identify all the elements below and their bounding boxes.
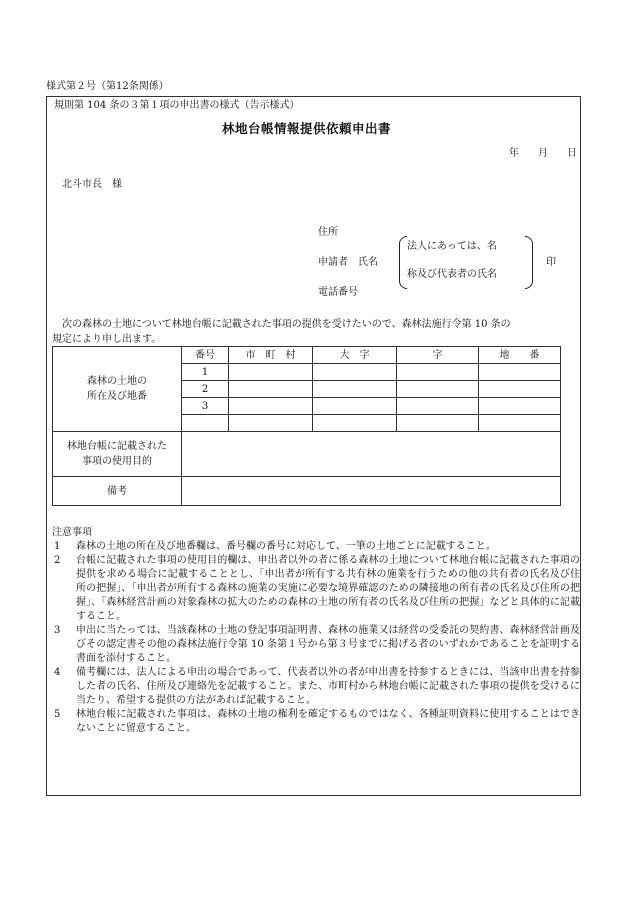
cell-oaza[interactable]	[313, 364, 397, 381]
cell-aza[interactable]	[397, 364, 479, 381]
cell-lot-number[interactable]	[479, 364, 561, 381]
corporation-note-line2: 称及び代表者の氏名	[407, 269, 497, 280]
location-header-line1: 森林の土地の	[87, 376, 147, 387]
left-bracket	[399, 236, 407, 289]
row-number	[182, 415, 229, 432]
note-text: 台帳に記載された事項の使用目的欄は、申出者以外の者に係る森林の土地について林地台帳に記載された事項の提供を求める場合に記載することとし、「申出者が所有する共有林の施業を行うための他の共有者の氏名及び住所の把握」、「申出者が所有する森林の施業の実施に必要な境界確認のための隣接地の所有者の氏名及び住所の把握」、「森林経営計画の対象森林の拡大のための森林の土地の所有者の氏名及び住所の把握」などと具体的に記載すること。	[76, 555, 580, 622]
col-header-aza: 字	[397, 347, 479, 364]
cell-municipality[interactable]	[229, 398, 313, 415]
purpose-label-line1: 林地台帳に記載された	[67, 441, 167, 452]
remarks-input-cell[interactable]	[182, 477, 561, 506]
land-table	[52, 346, 561, 506]
date-year: 年	[509, 148, 519, 159]
corporation-note-line1: 法人にあっては、名	[407, 241, 497, 252]
col-header-lot-number: 地 番	[479, 347, 561, 364]
note-number: 3	[54, 625, 61, 636]
note-text: 林地台帳に記載された事項は、森林の土地の権利を確定するものではなく、各種証明資料に使用することはできないことに留意すること。	[76, 709, 580, 734]
cell-oaza[interactable]	[313, 381, 397, 398]
date-day: 日	[567, 148, 577, 159]
col-header-municipality: 市 町 村	[229, 347, 313, 364]
col-header-oaza: 大 字	[313, 347, 397, 364]
col-header-number: 番号	[182, 347, 229, 364]
rule-label: 規則第 104 条の３第１項の申出書の様式（告示様式）	[54, 100, 300, 111]
note-text: 申出に当たっては、当該森林の土地の登記事項証明書、森林の施業又は経営の受委託の契約書、森林経営計画及びその認定書その他の森林法施行令第 10 条第１号から第３号までに掲げる者のいずれかであることを証明する書面を添付すること。	[76, 625, 580, 664]
note-number: 1	[54, 541, 61, 552]
address-label: 住所	[318, 227, 338, 238]
note-text: 森林の土地の所在及び地番欄は、番号欄の番号に対応して、一筆の土地ごとに記載すること。	[76, 541, 496, 552]
location-header-line2: 所在及び地番	[87, 391, 147, 402]
purpose-label-cell	[53, 432, 182, 477]
cell-aza[interactable]	[397, 381, 479, 398]
notes-section	[52, 526, 580, 736]
applicant-name-label: 申請者 氏名	[318, 257, 378, 268]
row-number: 3	[182, 398, 229, 415]
cell-municipality[interactable]	[229, 381, 313, 398]
note-item	[52, 554, 580, 624]
note-number: 4	[54, 667, 61, 678]
note-item	[52, 624, 580, 666]
notes-heading: 注意事項	[52, 527, 92, 538]
note-text: 備考欄には、法人による申出の場合であって、代表者以外の者が申出書を持参するときには、当該申出書を持参した者の氏名、住所及び連絡先を記載すること。また、市町村から林地台帳に記載された事項の提供を受けるに当たり、希望する提供の方法があれば記載すること。	[76, 667, 580, 706]
phone-label: 電話番号	[318, 287, 358, 298]
cell-lot-number[interactable]	[479, 398, 561, 415]
cell-municipality[interactable]	[229, 364, 313, 381]
request-text-line1: 次の森林の土地について林地台帳に記載された事項の提供を受けたいので、森林法施行令第 10 条の	[62, 319, 511, 330]
cell-aza[interactable]	[397, 398, 479, 415]
page-title: 林地台帳情報提供依頼申出書	[222, 121, 392, 136]
date-month: 月	[538, 148, 548, 159]
addressee: 北斗市長 様	[62, 179, 122, 190]
row-number: 1	[182, 364, 229, 381]
seal-mark: 印	[546, 257, 556, 268]
right-bracket	[525, 236, 533, 289]
note-item	[52, 540, 580, 554]
cell-aza[interactable]	[397, 415, 479, 432]
cell-lot-number[interactable]	[479, 415, 561, 432]
note-number: 5	[54, 709, 61, 720]
cell-lot-number[interactable]	[479, 381, 561, 398]
purpose-label-line2: 事項の使用目的	[82, 456, 152, 467]
remarks-label: 備考	[53, 477, 182, 506]
cell-municipality[interactable]	[229, 415, 313, 432]
cell-oaza[interactable]	[313, 398, 397, 415]
cell-oaza[interactable]	[313, 415, 397, 432]
purpose-input-cell[interactable]	[182, 432, 561, 477]
note-item	[52, 666, 580, 708]
note-item	[52, 708, 580, 736]
note-number: 2	[54, 555, 61, 566]
row-number: 2	[182, 381, 229, 398]
form-number: 様式第２号（第12条関係）	[46, 81, 169, 92]
location-header-cell	[53, 347, 182, 432]
request-text-line2: 規定により申し出ます。	[52, 334, 162, 345]
